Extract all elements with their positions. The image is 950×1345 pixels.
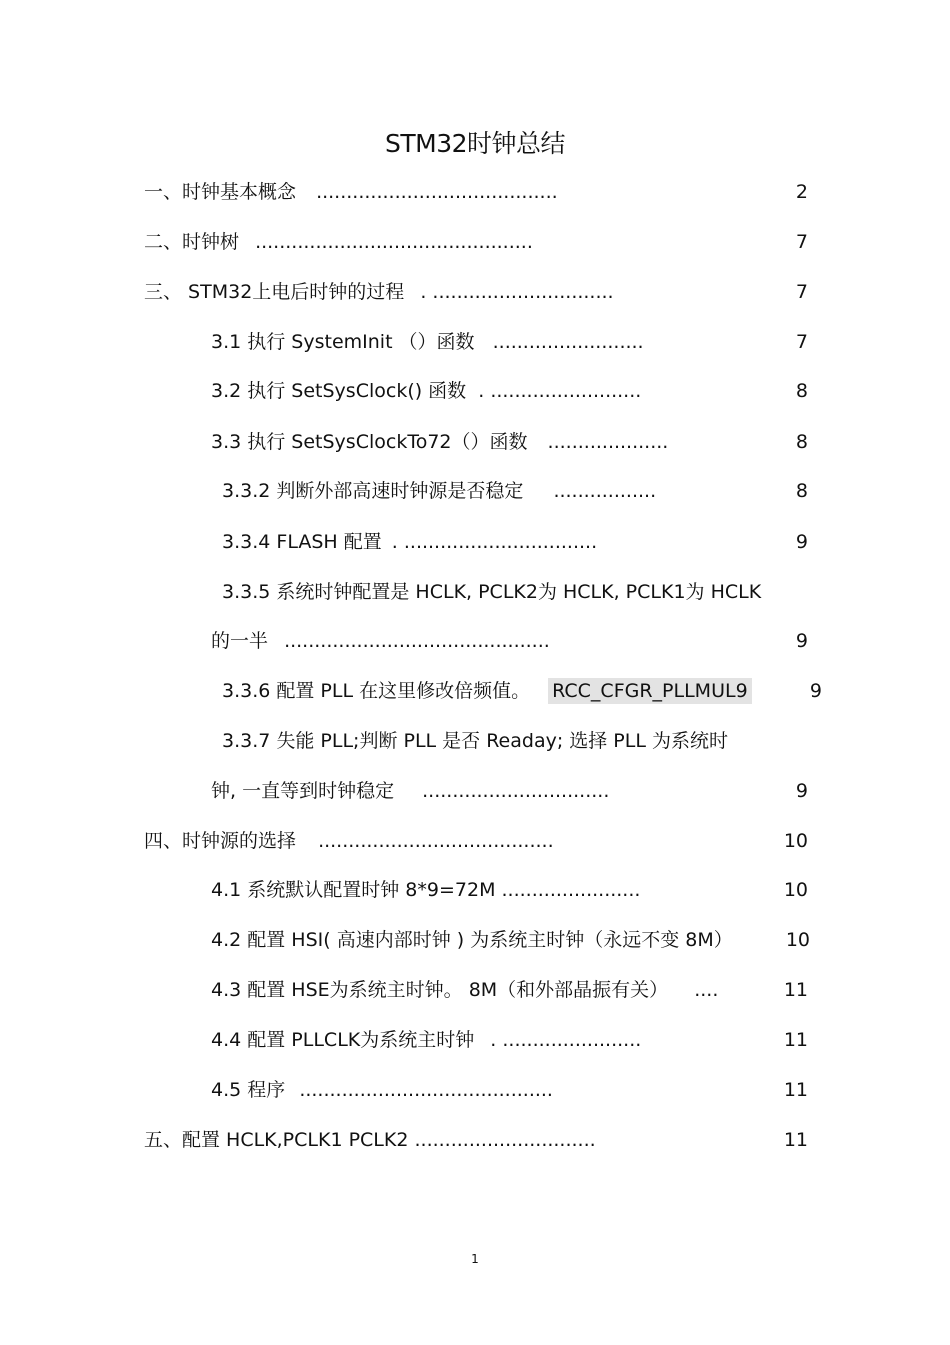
toc-entry-text: 4.2 配置 HSI( 高速内部时钟 ) 为系统主时钟（永远不变 8M） xyxy=(211,929,733,951)
toc-leader-dots: .............................. xyxy=(414,1129,596,1151)
toc-page-number: 11 xyxy=(783,1129,808,1151)
toc-entry-3[interactable] xyxy=(144,280,614,304)
toc-leader-dots: ............................... xyxy=(422,780,610,802)
toc-entry-text: 的一半 xyxy=(211,630,269,652)
toc-page-number: 11 xyxy=(783,979,808,1001)
toc-entry-text: 3.3.2 判断外部高速时钟源是否稳定 xyxy=(222,480,524,502)
toc-entry-text: 3.1 执行 SystemInit （）函数 xyxy=(211,331,475,353)
toc-entry-3-3-4[interactable] xyxy=(222,530,597,554)
toc-page-number: 8 xyxy=(795,380,808,402)
toc-leader-dots: ............................................ xyxy=(284,630,550,652)
toc-entry-3-3-5[interactable] xyxy=(222,580,761,604)
toc-entry-text: 钟, 一直等到时钟稳定 xyxy=(211,780,395,802)
toc-entry-4-4[interactable] xyxy=(211,1028,641,1052)
toc-leader-dots: ....................................... xyxy=(318,830,554,852)
toc-entry-3-3-6[interactable] xyxy=(222,679,752,703)
document-title: STM32时钟总结 xyxy=(384,129,566,158)
toc-entry-4-2[interactable] xyxy=(211,928,733,952)
toc-entry-text: 三、 STM32上电后时钟的过程 xyxy=(144,281,405,303)
toc-entry-text: 3.3 执行 SetSysClockTo72（）函数 xyxy=(211,431,528,453)
toc-page-number: 9 xyxy=(795,780,808,802)
toc-page-number: 7 xyxy=(795,231,808,253)
toc-page-number: 11 xyxy=(783,1079,808,1101)
toc-page-number: 9 xyxy=(795,531,808,553)
toc-leader-dots: ........................................ xyxy=(316,181,558,203)
toc-leader-dots: .................... xyxy=(547,431,669,453)
toc-leader-dots: . .............................. xyxy=(420,281,614,303)
toc-entry-text: 3.3.6 配置 PLL 在这里修改倍频值。 xyxy=(222,680,531,702)
toc-page-number: 11 xyxy=(783,1029,808,1051)
toc-page-number: 10 xyxy=(785,929,810,951)
toc-page-number: 8 xyxy=(795,480,808,502)
toc-page-number: 2 xyxy=(795,181,808,203)
toc-page-number: 10 xyxy=(783,830,808,852)
toc-leader-dots: ......................... xyxy=(492,331,644,353)
toc-entry-text: 一、时钟基本概念 xyxy=(144,181,297,203)
toc-page-number: 7 xyxy=(795,331,808,353)
toc-entry-text: 五、配置 HCLK,PCLK1 PCLK2 xyxy=(144,1129,409,1151)
toc-entry-3-3-7-cont[interactable] xyxy=(211,779,609,803)
toc-entry-text: 二、时钟树 xyxy=(144,231,240,253)
toc-page-number: 7 xyxy=(795,281,808,303)
toc-entry-4-1[interactable] xyxy=(211,878,640,902)
toc-leader-dots: ....................... xyxy=(501,879,641,901)
toc-entry-text: 3.3.7 失能 PLL;判断 PLL 是否 Readay; 选择 PLL 为系统时 xyxy=(222,730,728,752)
toc-leader-dots: .... xyxy=(694,979,719,1001)
toc-page-number: 9 xyxy=(809,680,822,702)
toc-entry-3-3-7[interactable] xyxy=(222,729,728,753)
toc-page-number: 10 xyxy=(783,879,808,901)
toc-entry-2[interactable] xyxy=(144,230,533,254)
toc-entry-3-3-2[interactable] xyxy=(222,479,656,503)
toc-leader-dots: . ......................... xyxy=(478,380,642,402)
toc-entry-4-3[interactable] xyxy=(211,978,718,1002)
toc-entry-3-3[interactable] xyxy=(211,430,668,454)
toc-entry-text: 4.5 程序 xyxy=(211,1079,286,1101)
toc-page-number: 9 xyxy=(795,630,808,652)
toc-entry-text: 4.3 配置 HSE为系统主时钟。 8M（和外部晶振有关） xyxy=(211,979,669,1001)
toc-entry-3-3-5-cont[interactable] xyxy=(211,629,550,653)
highlighted-macro: RCC_CFGR_PLLMUL9 xyxy=(548,678,752,704)
toc-entry-text: 4.4 配置 PLLCLK为系统主时钟 xyxy=(211,1029,475,1051)
toc-entry-3-2[interactable] xyxy=(211,379,641,403)
toc-leader-dots: ................. xyxy=(553,480,657,502)
toc-entry-3-1[interactable] xyxy=(211,330,644,354)
toc-entry-text: 4.1 系统默认配置时钟 8*9=72M xyxy=(211,879,496,901)
toc-entry-5[interactable] xyxy=(144,1128,596,1152)
toc-leader-dots: .......................................... xyxy=(299,1079,553,1101)
toc-entry-text: 四、时钟源的选择 xyxy=(144,830,297,852)
toc-entry-4[interactable] xyxy=(144,829,554,853)
toc-entry-text: 3.3.4 FLASH 配置 xyxy=(222,531,382,553)
footer-page-number: 1 xyxy=(471,1252,479,1266)
toc-entry-text: 3.2 执行 SetSysClock() 函数 xyxy=(211,380,467,402)
toc-leader-dots: . ....................... xyxy=(490,1029,642,1051)
toc-page-number: 8 xyxy=(795,431,808,453)
toc-entry-text: 3.3.5 系统时钟配置是 HCLK, PCLK2为 HCLK, PCLK1为 HCLK xyxy=(222,581,762,603)
toc-leader-dots: . ................................ xyxy=(391,531,598,553)
toc-entry-1[interactable] xyxy=(144,180,558,204)
toc-entry-4-5[interactable] xyxy=(211,1078,553,1102)
toc-leader-dots: .............................................. xyxy=(255,231,533,253)
